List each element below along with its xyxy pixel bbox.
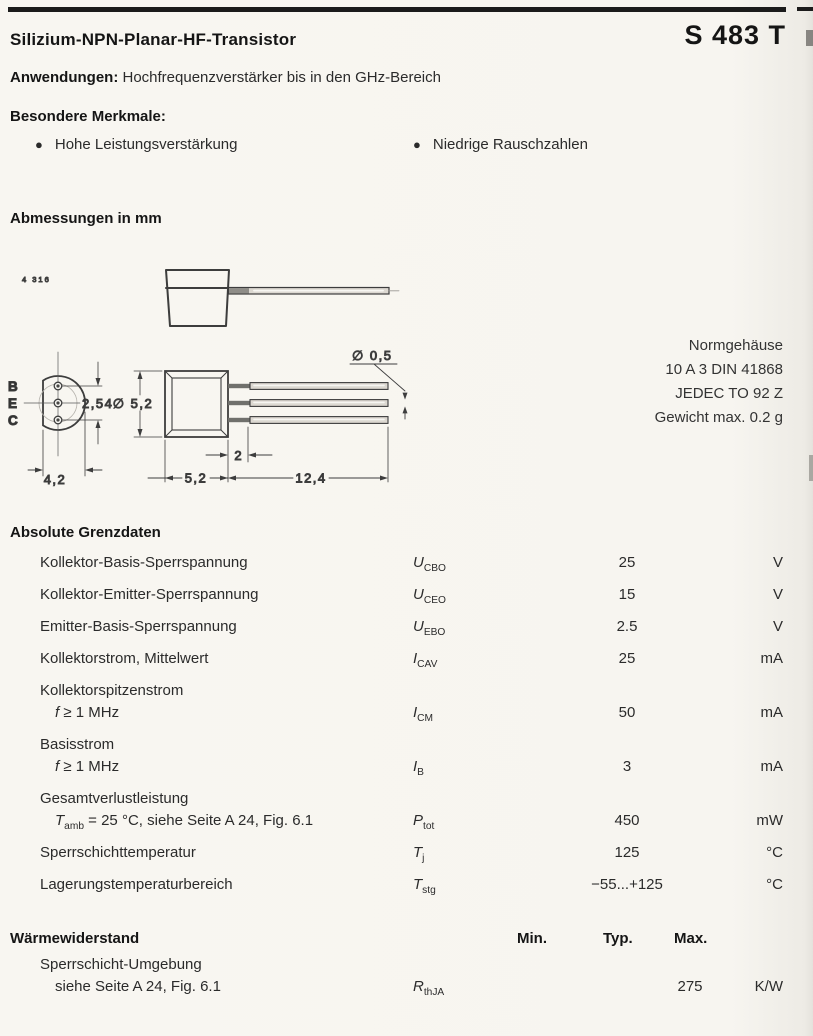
feature-item xyxy=(413,136,588,153)
row-val: 3 xyxy=(622,758,632,775)
dim-body-depth: 4,2 xyxy=(43,472,67,487)
bullet-icon xyxy=(35,136,55,153)
row-unit: °C xyxy=(766,876,783,893)
row-val: 25 xyxy=(618,650,636,667)
row-val: 125 xyxy=(614,844,640,861)
thermal-heading: Wärmewiderstand xyxy=(10,930,140,947)
thermal-col-min: Min. xyxy=(517,930,547,947)
row-symbol: $U_{CBO}$ xyxy=(413,554,446,574)
ratings-rows xyxy=(10,552,783,906)
dimensions-heading: Abmessungen in mm xyxy=(10,210,162,227)
row-label-line2: f ≥ 1 MHz xyxy=(55,704,120,721)
row-unit: mW xyxy=(756,812,783,829)
row-label-line1: Kollektorstrom, Mittelwert xyxy=(40,650,209,667)
table-row xyxy=(10,954,783,998)
dim-stub-length: 2 xyxy=(234,448,242,463)
drawing-number: 4 316 xyxy=(22,275,51,284)
row-label-line2: siehe Seite A 24, Fig. 6.1 xyxy=(55,978,221,995)
feature-label: Niedrige Rauschzahlen xyxy=(432,136,588,153)
row-label-line2: f ≥ 1 MHz xyxy=(55,758,120,775)
features-heading: Besondere Merkmale: xyxy=(10,108,166,125)
row-label xyxy=(10,734,385,778)
dim-lead-dia: ∅ 0,5 xyxy=(352,348,393,363)
row-unit: V xyxy=(772,586,783,603)
row-unit: mA xyxy=(760,758,783,775)
dim-body-width: 5,2 xyxy=(184,470,208,486)
pin-label-c: C xyxy=(8,413,18,428)
leads xyxy=(228,383,388,424)
table-row xyxy=(10,616,783,638)
package-info-line: Normgehäuse xyxy=(688,337,783,354)
page-edge-artifact xyxy=(806,30,813,46)
row-unit: K/W xyxy=(754,978,783,995)
row-max: 275 xyxy=(677,978,703,995)
row-symbol: $T_{stg}$ xyxy=(413,876,436,896)
row-label-line1: Gesamtverlustleistung xyxy=(40,790,189,807)
top-rule xyxy=(8,7,786,12)
thermal-col-typ: Typ. xyxy=(603,930,633,947)
row-symbol: $T_j$ xyxy=(413,844,425,864)
applications-line xyxy=(10,69,441,86)
applications-label: Anwendungen: xyxy=(10,69,119,86)
applications-text: Hochfrequenzverstärker bis in den GHz-Bereich xyxy=(122,69,441,86)
row-val: −55...+125 xyxy=(591,876,663,893)
row-symbol: $R_{thJA}$ xyxy=(413,978,445,998)
row-label-line1: Kollektorspitzenstrom xyxy=(40,682,184,699)
row-label xyxy=(10,842,385,864)
package-info-line: 10 A 3 DIN 41868 xyxy=(665,361,783,378)
row-label-line1: Kollektor-Basis-Sperrspannung xyxy=(40,554,248,571)
table-row xyxy=(10,874,783,896)
feature-item xyxy=(35,136,237,153)
row-label xyxy=(10,954,385,998)
row-label xyxy=(10,584,385,606)
row-unit: V xyxy=(772,618,783,635)
package-info-line: JEDEC TO 92 Z xyxy=(675,385,783,402)
bullet-icon xyxy=(413,136,433,153)
table-row xyxy=(10,552,783,574)
table-row xyxy=(10,584,783,606)
row-label-line1: Emitter-Basis-Sperrspannung xyxy=(40,618,237,635)
row-symbol: $I_{CAV}$ xyxy=(413,650,438,670)
pin-holes xyxy=(54,382,62,424)
row-label xyxy=(10,552,385,574)
table-row xyxy=(10,680,783,724)
row-label xyxy=(10,648,385,670)
row-symbol: $U_{CEO}$ xyxy=(413,586,446,606)
row-label-line1: Kollektor-Emitter-Sperrspannung xyxy=(40,586,259,603)
row-symbol: $P_{tot}$ xyxy=(413,812,435,832)
row-label xyxy=(10,874,385,896)
row-label-line1: Lagerungstemperaturbereich xyxy=(40,876,233,893)
feature-label: Hohe Leistungsverstärkung xyxy=(54,136,238,153)
pin-label-e: E xyxy=(8,396,18,411)
table-row xyxy=(10,788,783,832)
row-label-line1: Basisstrom xyxy=(40,736,115,753)
table-row xyxy=(10,648,783,670)
row-val: 2.5 xyxy=(616,618,638,635)
row-label-line2: $T_{amb} = 25$ °C, siehe Seite A 24, Fig. 6.1 xyxy=(55,812,314,832)
row-val: 50 xyxy=(618,704,636,721)
table-row xyxy=(10,734,783,778)
thermal-col-max: Max. xyxy=(674,930,708,947)
ratings-heading: Absolute Grenzdaten xyxy=(10,524,161,541)
row-symbol: $I_B$ xyxy=(413,758,424,778)
row-val: 450 xyxy=(614,812,640,829)
dim-lead-length: 12,4 xyxy=(295,470,327,486)
row-label-line1: Sperrschichttemperatur xyxy=(40,844,196,861)
row-symbol: $U_{EBO}$ xyxy=(413,618,446,638)
row-unit: mA xyxy=(760,704,783,721)
row-val: 15 xyxy=(618,586,636,603)
package-info-block xyxy=(655,334,783,430)
dim-body-dia: ∅ 5,2 xyxy=(112,396,154,411)
row-label xyxy=(10,680,385,724)
top-rule-fragment xyxy=(797,7,813,11)
bottom-view-drawing xyxy=(8,352,113,487)
package-info-line: Gewicht max. 0.2 g xyxy=(654,409,783,426)
row-label-line1: Sperrschicht-Umgebung xyxy=(40,956,202,973)
row-symbol: $I_{CM}$ xyxy=(413,704,434,724)
part-number: S 483 T xyxy=(684,20,786,50)
page-title: Silizium-NPN-Planar-HF-Transistor xyxy=(10,30,297,49)
row-label xyxy=(10,788,385,832)
dim-pin-pitch: 2,54 xyxy=(82,396,114,411)
row-unit: mA xyxy=(760,650,783,667)
side-view-drawing xyxy=(166,270,399,326)
row-unit: °C xyxy=(766,844,783,861)
table-row xyxy=(10,842,783,864)
row-label xyxy=(10,616,385,638)
thermal-rows xyxy=(10,954,783,1008)
pin-label-b: B xyxy=(8,379,18,394)
row-val: 25 xyxy=(618,554,636,571)
front-view-drawing xyxy=(113,348,408,486)
row-unit: V xyxy=(772,554,783,571)
